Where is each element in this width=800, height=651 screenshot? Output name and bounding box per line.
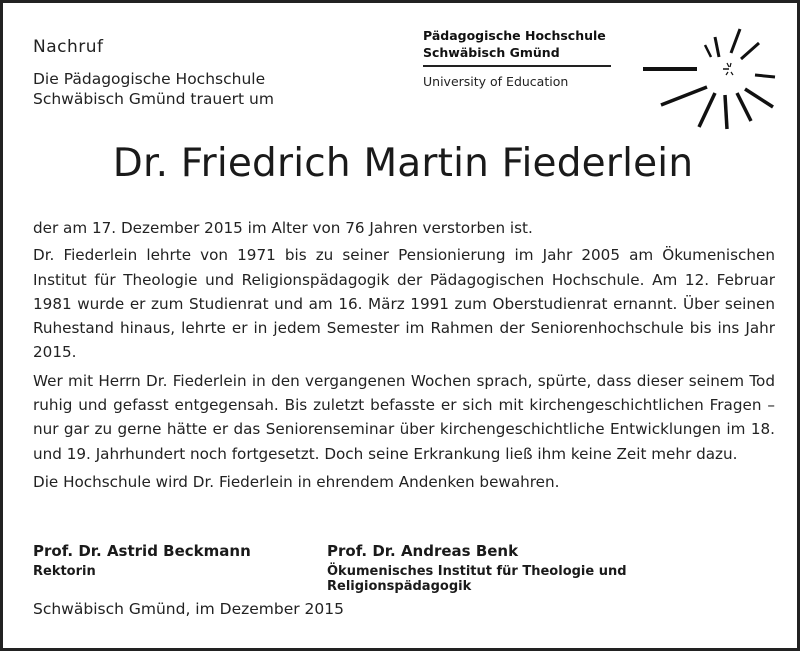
header-intro: [33, 37, 274, 109]
paragraph-final-weeks: Wer mit Herrn Dr. Fiederlein in den vergangenen Wochen sprach, spürte, dass dieser seinem Tod ruhig und gefasst entgegensah. Bis zuletzt befasste er sich mit kirchengeschichtlichen Fragen – nur gar zu gerne hätte er das Seniorenseminar über kirchengeschichtliche Entwicklungen im 18. und 19. Jahrhundert noch fortgesetzt. Doch seine Erkrankung ließ ihm keine Zeit mehr dazu.: [33, 371, 775, 463]
obituary-body: [33, 216, 775, 498]
paragraph-death-date: der am 17. Dezember 2015 im Alter von 76 Jahren verstorben ist.: [33, 219, 533, 237]
paragraph-remembrance: Die Hochschule wird Dr. Fiederlein in ehrendem Andenken bewahren.: [33, 472, 560, 491]
logo-line-2: Schwäbisch Gmünd: [423, 45, 560, 60]
signatory-institute: [327, 542, 775, 594]
signatory-role: Ökumenisches Institut für Theologie und Religionspädagogik: [327, 564, 627, 594]
signatory-name: Prof. Dr. Astrid Beckmann: [33, 542, 251, 560]
university-logo-text: [423, 27, 613, 89]
signatory-role: Rektorin: [33, 564, 96, 579]
logo-subtitle: University of Education: [423, 73, 569, 89]
paragraph-career: Dr. Fiederlein lehrte von 1971 bis zu seiner Pensionierung im Jahr 2005 am Ökumenischen Institut für Theologie und Religionspädagogik der Pädagogischen Hochschule. Am 12. Februar 1981 wurde er zum Studienrat und am 16. März 1991 zum Oberstudienrat ernannt. Über seinen Ruhestand hinaus, lehrte er in jedem Semester im Rahmen der Seniorenhochschule bis ins Jahr 2015.: [33, 246, 775, 362]
place-and-date: Schwäbisch Gmünd, im Dezember 2015: [33, 600, 344, 618]
sunburst-logo-icon: [639, 23, 779, 138]
logo-divider: [423, 65, 611, 67]
deceased-name: Dr. Friedrich Martin Fiederlein: [112, 141, 694, 186]
logo-line-1: Pädagogische Hochschule: [423, 28, 606, 43]
notice-type-label: Nachruf: [33, 37, 104, 57]
signatory-name: Prof. Dr. Andreas Benk: [327, 542, 519, 560]
signatory-rector: [33, 542, 251, 579]
intro-text: Die Pädagogische Hochschule Schwäbisch Gmünd trauert um: [33, 70, 274, 108]
